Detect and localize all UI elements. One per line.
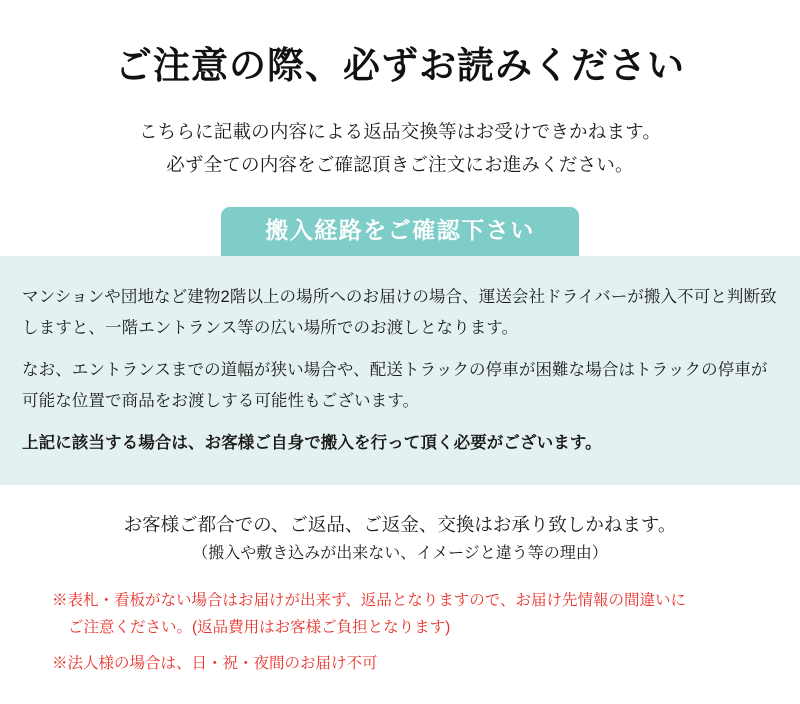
banner-container [0,207,800,256]
caution-block [0,587,800,678]
page-title: ご注意の際、必ずお読みください [115,45,685,86]
caution-line-2: ご注意ください。(返品費用はお客様ご負担となります) [68,619,451,637]
caution-line-3: ※法人様の場合は、日・祝・夜間のお届け不可 [52,655,378,672]
intro-line-2: 必ず全ての内容をご確認頂きご注文にお進みください。 [166,153,634,175]
notice-emphasis: 上記に該当する場合は、お客様ご自身で搬入を行って頂く必要がございます。 [22,434,602,453]
return-policy-text [0,509,800,569]
notice-paragraph-1: マンションや団地など建物2階以上の場所へのお届けの場合、運送会社ドライバーが搬入不可と判断致しますと、一階エントランス等の広い場所でのお渡しとなります。 [22,288,777,337]
return-policy-line-1: お客様ご都合での、ご返品、ご返金、交換はお承り致しかねます。 [123,513,677,535]
return-policy-line-2: （搬入や敷き込みが出来ない、イメージと違う等の理由） [192,545,608,563]
caution-line-1: ※表札・看板がない場合はお届けが出来ず、返品となりますので、お届け先情報の間違いに [52,591,686,609]
delivery-notice-block [0,256,800,485]
notice-paragraph-2: なお、エントランスまでの道幅が狭い場合や、配送トラックの停車が困難な場合はトラックの停車が可能な位置で商品をお渡しする可能性もございます。 [22,361,768,410]
intro-line-1: こちらに記載の内容による返品交換等はお受けできかねます。 [138,121,662,143]
intro-text [0,116,800,181]
delivery-route-banner: 搬入経路をご確認下さい [221,207,579,256]
